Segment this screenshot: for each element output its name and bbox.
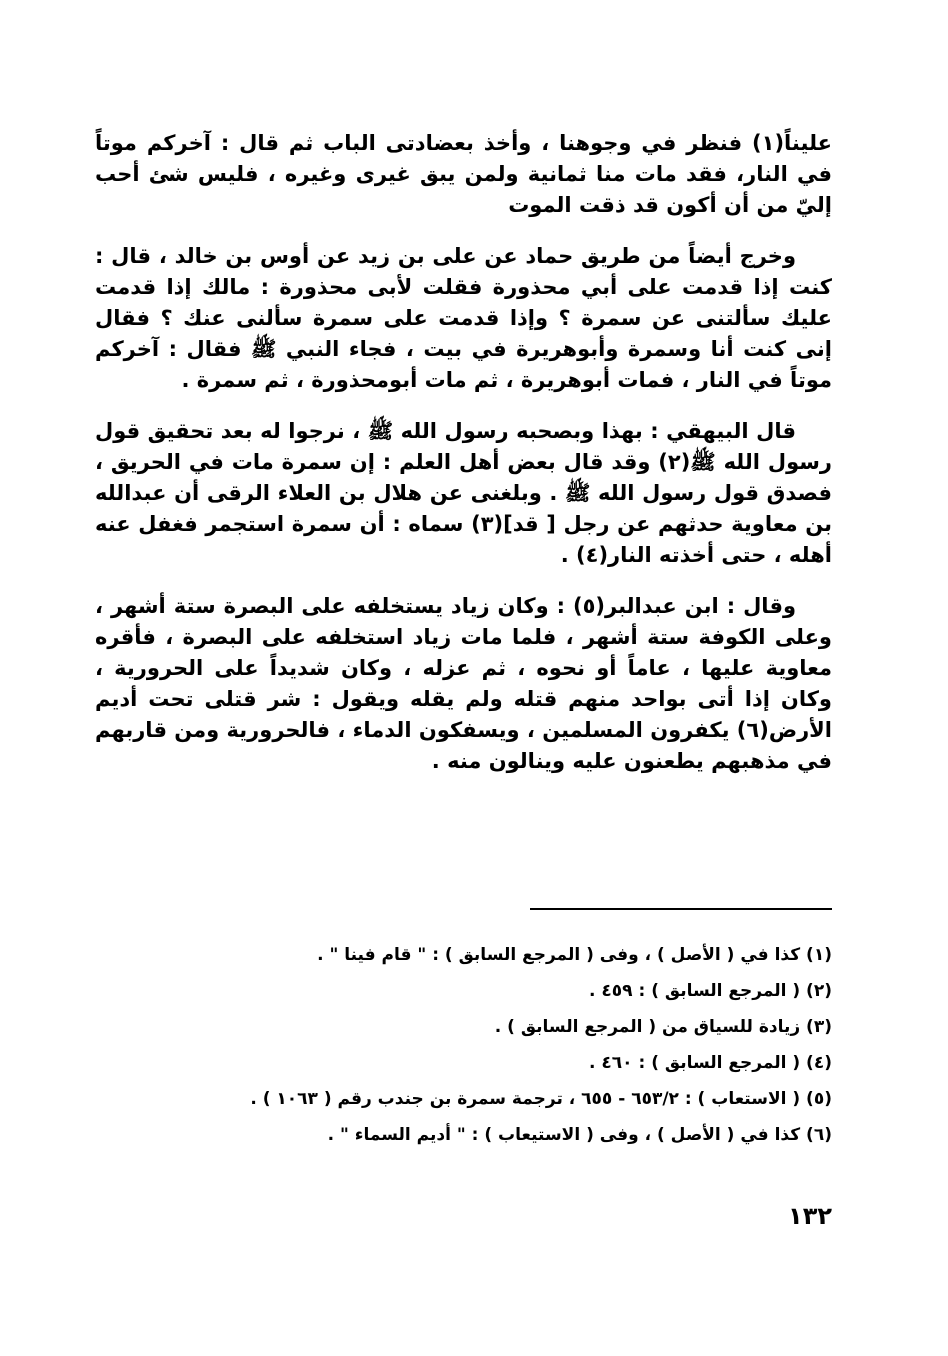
paragraph-2: وخرج أيضاً من طريق حماد عن على بن زيد عن أوس بن خالد ، قال : كنت إذا قدمت على أبي محذورة فقلت لأبى محذورة : مالك إذا قدمت عليك سألتنى عن سمرة ؟ وإذا قدمت على سمرة سألنى عنك ؟ فقال إنى كنت أنا وسمرة وأبوهريرة في بيت ، فجاء النبي ﷺ فقال : آخركم موتاً في النار ، فمات أبوهريرة ، ثم مات أبومحذورة ، ثم سمرة . xyxy=(95,244,832,392)
paragraph-3: قال البيهقي : بهذا وبصحبه رسول الله ﷺ ، نرجوا له بعد تحقيق قول رسول الله ﷺ(٢) وقد قال بعض أهل العلم : إن سمرة مات في الحريق ، فصدق قول رسول الله ﷺ . وبلغنى عن هلال بن العلاء الرقى أن عبدالله بن معاوية حدثهم عن رجل [ قد](٣) سماه : أن سمرة استجمر فغفل عنه أهله ، حتى أخذته النار(٤) . xyxy=(95,419,833,567)
footnotes xyxy=(132,937,832,1153)
paragraph-1: عليناً(١) فنظر في وجوهنا ، وأخذ بعضادتى الباب ثم قال : آخركم موتاً في النار، فقد مات منا ثمانية ولمن يبق غيرى وغيره ، فليس شئ أحب إليّ من أن أكون قد ذقت الموت xyxy=(95,131,832,217)
footnote-3: (٣) زيادة للسياق من ( المرجع السابق ) . xyxy=(494,1017,832,1037)
main-text xyxy=(95,128,832,797)
footnote-4: (٤) ( المرجع السابق ) : ٤٦٠ . xyxy=(589,1053,832,1073)
footnote-2: (٢) ( المرجع السابق ) : ٤٥٩ . xyxy=(589,981,832,1001)
footnote-5: (٥) ( الاستعاب ) : ٦٥٣/٢ - ٦٥٥ ، ترجمة سمرة بن جندب رقم ( ١٠٦٣ ) . xyxy=(250,1089,832,1109)
footnote-6: (٦) كذا في ( الأصل ) ، وفى ( الاستيعاب ) : " أديم السماء " . xyxy=(327,1125,832,1145)
footnote-1: (١) كذا في ( الأصل ) ، وفى ( المرجع السابق ) : " قام فينا " . xyxy=(317,945,832,965)
footnote-separator xyxy=(530,908,832,910)
page-number: ١٣٢ xyxy=(788,1202,832,1230)
paragraph-4: وقال : ابن عبدالبر(٥) : وكان زياد يستخلفه على البصرة ستة أشهر ، وعلى الكوفة ستة أشهر ، فلما مات زياد استخلفه على البصرة ، فأقره معاوية عليها ، عاماً أو نحوه ، ثم عزله ، وكان شديداً على الحرورية ، وكان إذا أتى بواحد منهم قتله ولم يقله ويقول : شر قتلى تحت أديم الأرض(٦) يكفرون المسلمين ، ويسفكون الدماء ، فالحرورية ومن قاربهم في مذهبهم يطعنون عليه وينالون منه . xyxy=(95,594,832,773)
